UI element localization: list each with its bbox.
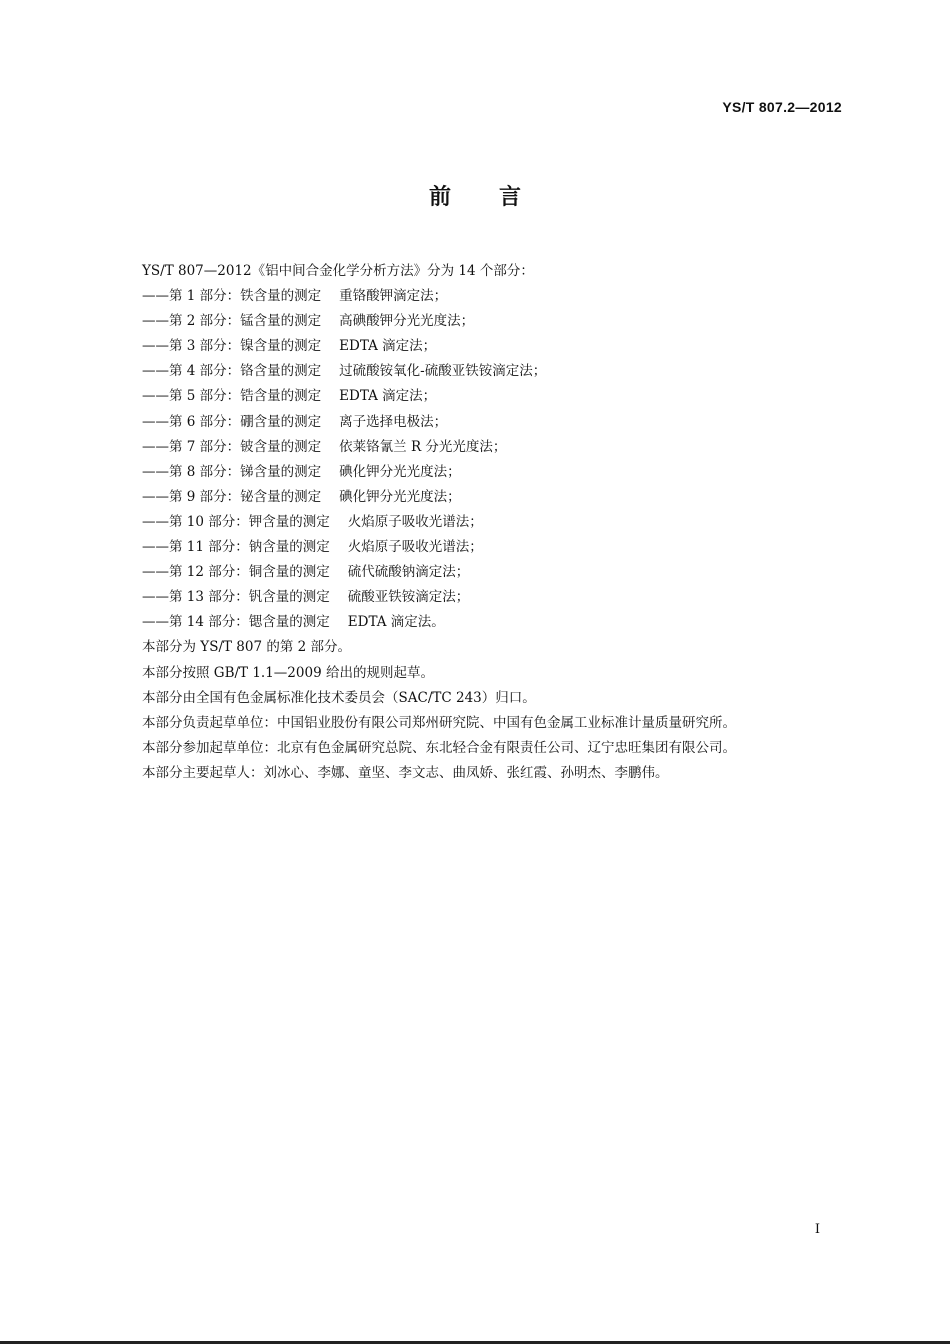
part-name: ——第 14 部分：锶含量的测定 xyxy=(142,614,330,631)
paragraph-committee: 本部分由全国有色金属标准化技术委员会（SAC/TC 243）归口。 xyxy=(142,689,536,706)
foreword-body xyxy=(108,259,844,786)
paragraph-part-number: 本部分为 YS/T 807 的第 2 部分。 xyxy=(142,639,352,656)
part-method: 过硫酸铵氧化-硫酸亚铁铵滴定法； xyxy=(339,363,547,380)
list-item xyxy=(108,359,844,384)
part-method: 重铬酸钾滴定法； xyxy=(339,288,448,305)
paragraph-drafters: 本部分主要起草人：刘冰心、李娜、童坚、李文志、曲凤娇、张红霞、孙明杰、李鹏伟。 xyxy=(142,764,669,781)
part-method: EDTA 滴定法； xyxy=(339,338,437,355)
paragraph-responsible-units: 本部分负责起草单位：中国铝业股份有限公司郑州研究院、中国有色金属工业标准计量质量研究所。 xyxy=(142,714,736,731)
part-method: 依莱铬氰兰 R 分光光度法； xyxy=(339,438,507,455)
list-item xyxy=(108,284,844,309)
part-method: 离子选择电极法； xyxy=(339,413,448,430)
part-name: ——第 8 部分：锑含量的测定 xyxy=(142,463,322,480)
part-name: ——第 1 部分：铁含量的测定 xyxy=(142,288,322,305)
list-item xyxy=(108,309,844,334)
part-name: ——第 13 部分：钒含量的测定 xyxy=(142,589,330,606)
part-name: ——第 7 部分：铍含量的测定 xyxy=(142,438,322,455)
part-name: ——第 4 部分：铬含量的测定 xyxy=(142,363,322,380)
intro-paragraph: YS/T 807—2012《铝中间合金化学分析方法》分为 14 个部分： xyxy=(142,263,534,279)
list-item xyxy=(108,460,844,485)
list-item xyxy=(108,535,844,560)
part-name: ——第 9 部分：铋含量的测定 xyxy=(142,488,322,505)
part-name: ——第 11 部分：钠含量的测定 xyxy=(142,539,330,556)
page-title: 前言 xyxy=(428,185,569,210)
paragraph-participating-units: 本部分参加起草单位：北京有色金属研究总院、东北轻合金有限责任公司、辽宁忠旺集团有限公司。 xyxy=(142,739,736,756)
list-item xyxy=(108,334,844,359)
standard-code: YS/T 807.2—2012 xyxy=(722,99,842,115)
list-item xyxy=(108,610,844,635)
list-item xyxy=(108,485,844,510)
list-item xyxy=(108,510,844,535)
list-item xyxy=(108,384,844,409)
part-name: ——第 6 部分：硼含量的测定 xyxy=(142,413,322,430)
part-method: EDTA 滴定法。 xyxy=(347,614,445,631)
list-item xyxy=(108,435,844,460)
list-item xyxy=(108,585,844,610)
list-item xyxy=(108,560,844,585)
part-method: 高碘酸钾分光光度法； xyxy=(339,313,475,330)
part-name: ——第 10 部分：钾含量的测定 xyxy=(142,513,330,530)
parts-list xyxy=(108,284,844,635)
list-item xyxy=(108,410,844,435)
part-method: 碘化钾分光光度法； xyxy=(339,463,461,480)
part-method: 碘化钾分光光度法； xyxy=(339,488,461,505)
part-name: ——第 12 部分：铜含量的测定 xyxy=(142,564,330,581)
paragraph-drafting-rules: 本部分按照 GB/T 1.1—2009 给出的规则起草。 xyxy=(142,664,434,681)
part-name: ——第 3 部分：镍含量的测定 xyxy=(142,338,322,355)
page-number: I xyxy=(814,1222,820,1237)
part-method: 硫酸亚铁铵滴定法； xyxy=(347,589,470,606)
part-name: ——第 5 部分：锆含量的测定 xyxy=(142,388,322,405)
part-method: 硫代硫酸钠滴定法； xyxy=(347,564,470,581)
part-method: 火焰原子吸收光谱法； xyxy=(347,539,483,556)
part-method: 火焰原子吸收光谱法； xyxy=(347,513,483,530)
part-name: ——第 2 部分：锰含量的测定 xyxy=(142,313,322,330)
part-method: EDTA 滴定法； xyxy=(339,388,437,405)
